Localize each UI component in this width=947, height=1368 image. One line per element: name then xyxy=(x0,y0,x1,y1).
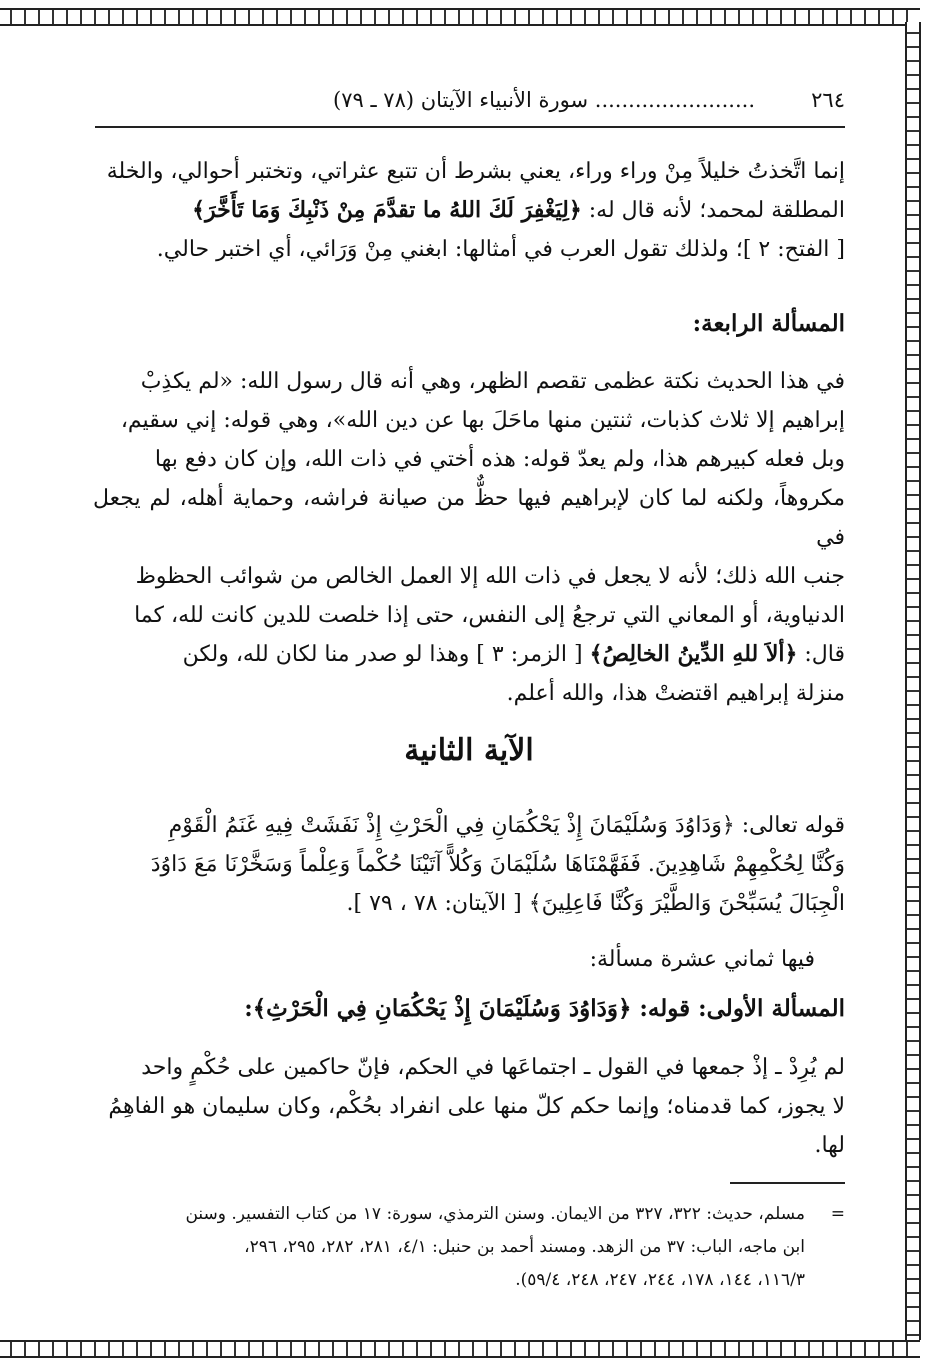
paragraph-5-line-1: لم يُرِدْ ـ إذْ جمعها في القول ـ اجتماعَها في الحكم، فإنّ حاكمين على حُكْمٍ واحد xyxy=(141,1055,845,1080)
paragraph-3 xyxy=(93,806,845,923)
paragraph-2-line-8: منزلة إبراهيم اقتضتْ هذا، والله أعلم. xyxy=(506,681,845,706)
page-number: ٢٦٤ xyxy=(811,88,845,112)
paragraph-1-line-2 xyxy=(93,191,845,230)
paragraph-2-line-1: في هذا الحديث نكتة عظمى تقصم الظهر، وهي أنه قال رسول الله: «لم يكذِبْ xyxy=(140,369,845,394)
text-span: [ الزمر: ٣ ] وهذا لو صدر منا لكان لله، ولكن xyxy=(182,642,590,667)
paragraph-1-line-1: إنما اتَّخذتُ خليلاً مِنْ وراء وراء، يعني بشرط أن تتبع عثراتي، وتختبر أحوالي، والخلة xyxy=(106,159,845,184)
paragraph-2-line-5: جنب الله ذلك؛ لأنه لا يجعل في ذات الله إلا العمل الخالص من شوائب الحظوظ xyxy=(135,564,845,589)
header-title: سورة الأنبياء الآيتان (٧٨ ـ ٧٩) xyxy=(333,88,589,112)
paragraph-2-line-2: إبراهيم إلا ثلاث كذبات، ثنتين منها ماحَلَ بها عن دين الله»، وهي قوله: إني سقيم، xyxy=(120,408,845,433)
running-title xyxy=(333,88,755,112)
paragraph-3-line-3: الْجِبَالَ يُسَبِّحْنَ وَالطَّيْرَ وَكُنَّا فَاعِلِينَ﴾ [ الآيتان: ٧٨ ، ٧٩ ]. xyxy=(346,891,845,916)
section-title: الآية الثانية xyxy=(404,733,534,768)
page-border-top xyxy=(0,8,920,26)
footnote-line-2: ابن ماجه، الباب: ٣٧ من الزهد. ومسند أحمد بن حنبل: ٤/١، ٢٨١، ٢٨٢، ٢٩٥، ٢٩٦، xyxy=(244,1237,805,1257)
paragraph-5-line-2: لا يجوز، كما قدمناه؛ وإنما حكم كلّ منها على انفراد بحُكْم، وكان سليمان هو الفاهِمُ xyxy=(108,1094,845,1119)
paragraph-2-line-3: وبل فعله كبيرهم هذا، ولم يعدّ قوله: هذه أختي في ذات الله، وإن كان دفع بها xyxy=(154,447,845,472)
paragraph-1 xyxy=(93,152,845,269)
footnote-separator xyxy=(730,1182,845,1184)
paragraph-2-line-4: مكروهاً، ولكنه لما كان لإبراهيم فيها حظٌّ من صيانة فراشه، وحماية أهله، لم يجعل في xyxy=(93,486,845,550)
heading-issue-4: المسألة الرابعة: xyxy=(692,310,845,337)
page-border-right xyxy=(905,22,921,1340)
paragraph-5-line-3: لها. xyxy=(814,1133,845,1158)
paragraph-3-line-2: وَكُنَّا لِحُكْمِهِمْ شَاهِدِينَ. فَفَهَّمْنَاهَا سُلَيْمَانَ وَكُلاًّ آتَيْنَا حُكْماً وَعِلْماً وَسَخَّرْنَا مَعَ دَاوُدَ xyxy=(150,852,845,877)
paragraph-4: فيها ثماني عشرة مسألة: xyxy=(589,947,815,972)
footnote-line-3: ١١٦/٣، ١٤٤، ١٧٨، ٢٤٤، ٢٤٧، ٢٤٨، ٥٩/٤). xyxy=(515,1270,805,1290)
text-span: المطلقة لمحمد؛ لأنه قال له: xyxy=(581,198,845,223)
header-leader-dots: ........................ xyxy=(594,88,755,112)
paragraph-3-line-1: قوله تعالى: ﴿وَدَاوُدَ وَسُلَيْمَانَ إِذْ يَحْكُمَانِ فِي الْحَرْثِ إِذْ نَفَشَتْ فِيهِ غَنَمُ الْقَوْمِ xyxy=(168,813,845,838)
paragraph-5 xyxy=(93,1048,845,1165)
footnote xyxy=(93,1198,845,1297)
quran-quote: ﴿لِيَغْفِرَ لَكَ اللهُ ما تقدَّمَ مِنْ ذَنْبِكَ وَمَا تَأَخَّرَ﴾ xyxy=(192,197,582,223)
paragraph-2-line-6: الدنياوية، أو المعاني التي ترجعُ إلى النفس، حتى إذا خلصت للدين كانت لله، كما xyxy=(134,603,845,628)
paragraph-2 xyxy=(93,362,845,713)
running-header xyxy=(95,82,845,128)
quran-quote: ﴿ألاَ للهِ الدِّينُ الخالِصُ﴾ xyxy=(589,641,798,667)
paragraph-2-line-7 xyxy=(93,635,845,674)
paragraph-1-line-3: [ الفتح: ٢ ]؛ ولذلك تقول العرب في أمثالها: ابغني مِنْ وَرَائي، أي اختبر حالي. xyxy=(156,237,845,262)
heading-issue-1: المسألة الأولى: قوله: ﴿وَدَاوُدَ وَسُلَيْمَانَ إِذْ يَحْكُمَانِ فِي الْحَرْثِ﴾: xyxy=(244,995,845,1022)
text-span: قال: xyxy=(797,642,845,667)
page-border-bottom xyxy=(0,1340,920,1358)
footnote-line-1: مسلم، حديث: ٣٢٢، ٣٢٧ من الايمان. وسنن الترمذي، سورة: ١٧ من كتاب التفسير. وسنن xyxy=(185,1204,805,1224)
footnote-continuation-marker: = xyxy=(830,1204,845,1224)
